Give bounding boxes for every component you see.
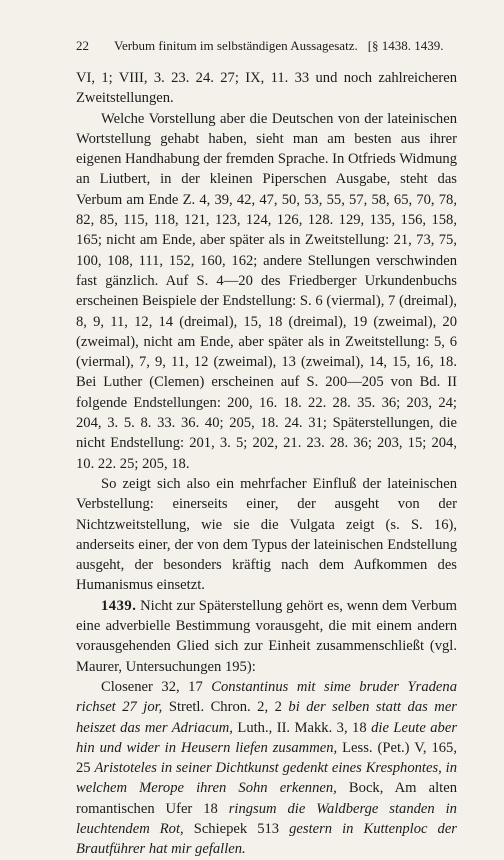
example-quote: die Leute aber hin und wider in Heusern liefen zusammen, [76,719,457,756]
section-1439 [76,596,457,677]
example-quote: Aristoteles in seiner Dichtkunst gedenkt eines Kresphontes, in welchem Merope ihren Sohn erkennen, [76,760,457,797]
paragraph-continuation: VI, 1; VIII, 3. 23. 24. 27; IX, 11. 33 und noch zahlreicheren Zweitstellungen. [76,70,457,107]
example-source: Less. (Pet.) V, 165, 25 [76,739,458,777]
paragraph-summary: So zeigt sich also ein mehrfacher Einfluß der lateinischen Verbstellung: einerseits einer, der ausgeht von der Nichtzweitstellung, wie sie die Vulgata zeigt (s. S. 16), anderseits einer, der von dem Typus der lateinischen Endstellung ausgeht, der besonders kräftig nach dem Aufkommen des Humanismus einsetzt. [76,475,457,594]
example-quote: gestern in Kuttenploc der Brautführer hat mir gefallen. [76,820,457,858]
example-source: Luth., II. Makk. 3, 18 [232,719,372,736]
example-source: Closener 32, 17 [101,678,212,695]
example-source: Bock, Am alten romantischen Ufer 18 [76,780,457,817]
example-source: Schiepek 513 [183,820,290,837]
example-source: Stretl. Chron. 2, 2 [162,699,289,716]
examples-paragraph [76,677,457,860]
running-title: Verbum finitum im selbständigen Aussagesatz. [114,38,358,53]
section-range: [§ 1438. 1439. [367,38,444,53]
running-header [76,38,456,54]
example-quote: Constantinus mit sime bruder Yradena richset 27 jor, [76,678,457,716]
example-quote: ringsum die Waldberge standen in leuchtendem Rot, [76,800,457,837]
main-text [76,68,457,860]
example-quote: bi der selben statt das mer heiszet das mer Adriacum, [76,699,457,736]
section-number: 1439. [101,597,137,614]
paragraph-latin-influence: Welche Vorstellung aber die Deutschen von der lateinischen Wortstellung gehabt haben, sieht man am besten aus ihrer eigenen Handhabung der fremden Sprache. In Otfrieds Widmung an Liutbert, in der kleinen Piperschen Ausgabe, steht das Verbum am Ende Z. 4, 39, 42, 47, 50, 53, 55, 57, 58, 65, 70, 78, 82, 85, 115, 118, 121, 123, 124, 126, 128. 129, 135, 156, 158, 165; nicht am Ende, aber später als in Zweitstellung: 21, 73, 75, 100, 108, 111, 152, 160, 162; andere Stellungen verschwinden fast gänzlich. Auf S. 4—20 des Friedberger Urkundenbuchs erscheinen Beispiele der Endstellung: S. 6 (viermal), 7 (dreimal), 8, 9, 11, 12, 14 (dreimal), 15, 18 (dreimal), 19 (zweimal), 20 (zweimal), nicht am Ende, aber später als in Zweitstellung: 5, 6 (viermal), 7, 9, 11, 12 (zweimal), 13 (zweimal), 14, 15, 16, 18. Bei Luther (Clemen) erscheinen auf S. 200—205 von Bd. II folgende Endstellungen: 200, 16. 18. 22. 28. 35. 36; 203, 24; 204, 3. 5. 8. 33. 36. 40; 205, 18. 24. 31; Späterstellungen, die nicht Endstellung: 201, 3. 5; 202, 21. 23. 28. 36; 203, 15; 204, 10. 22. 25; 205, 18. [76,110,457,472]
section-text: Nicht zur Späterstellung gehört es, wenn dem Verbum eine adverbielle Bestimmung vorausgeht, die mit einem andern vorausgehenden Glied sich zur Einheit zusammenschließt (vgl. Maurer, Untersuchungen 195): [76,597,457,675]
page-number: 22 [76,38,89,53]
